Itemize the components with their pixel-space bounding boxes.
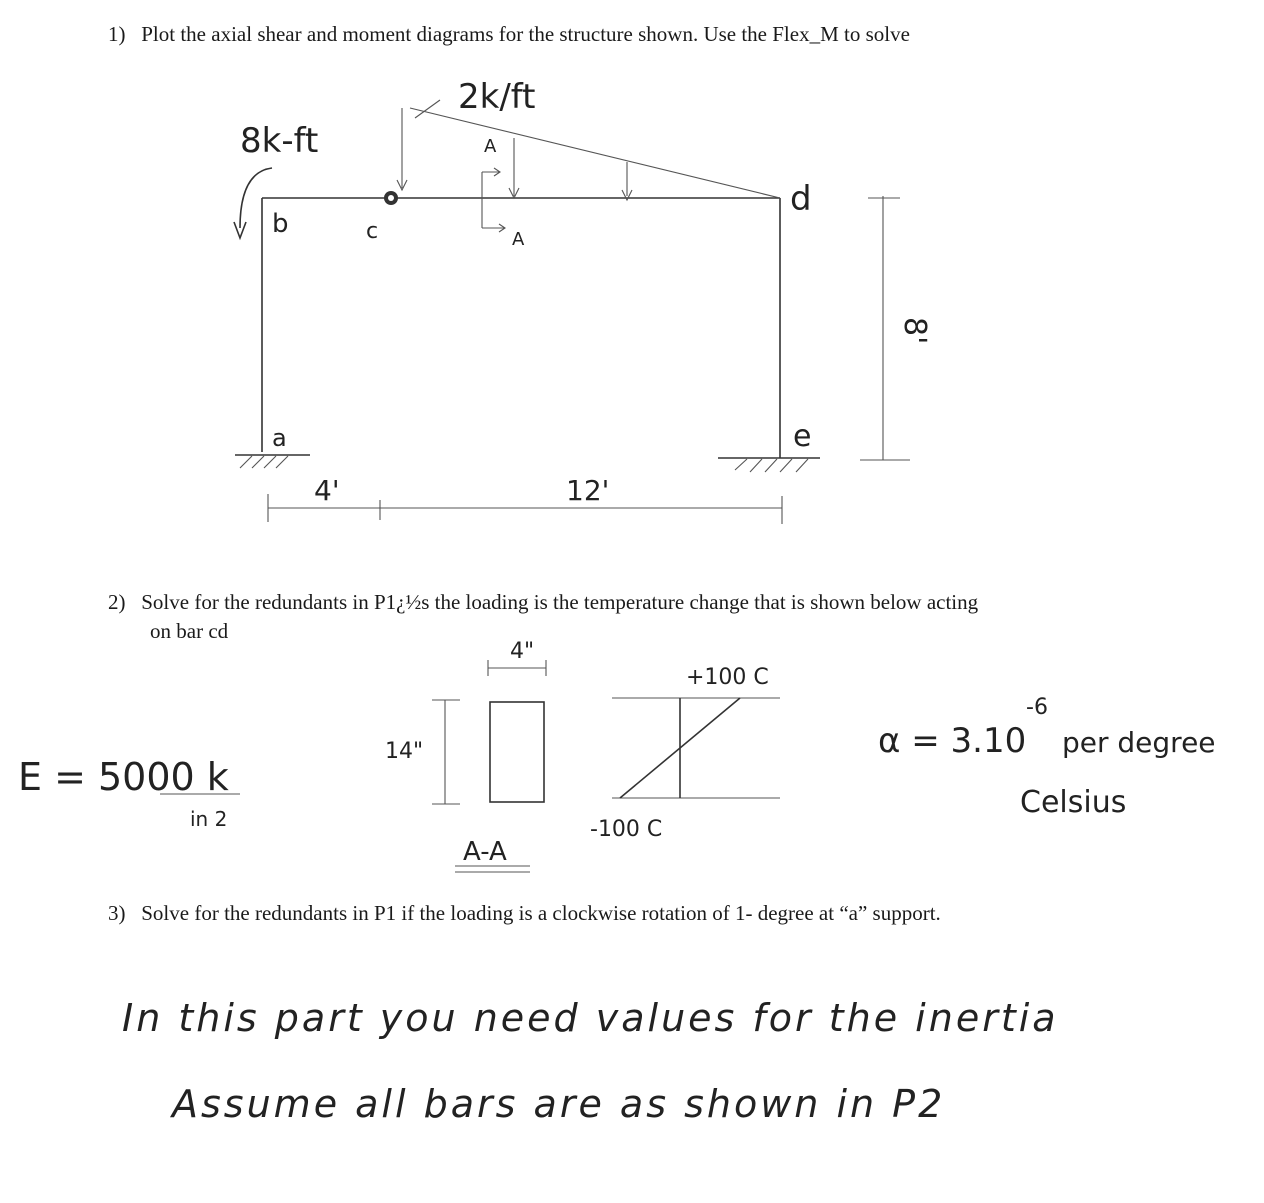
node-b: b xyxy=(272,209,289,239)
problem-1-number: 1) xyxy=(108,22,126,46)
top-temp: +100 C xyxy=(686,665,769,690)
depth-label: 14" xyxy=(385,739,424,764)
node-c: c xyxy=(366,219,379,244)
problem-2-number: 2) xyxy=(108,590,126,614)
cross-section xyxy=(490,702,544,802)
width-label: 4" xyxy=(510,639,535,664)
node-e: e xyxy=(793,419,812,454)
modulus-unit: in 2 xyxy=(190,807,228,831)
note-line-2: Assume all bars are as shown in P2 xyxy=(172,1082,946,1126)
node-d: d xyxy=(790,179,812,219)
problem-3 xyxy=(108,901,941,926)
moment-label: 8k-ft xyxy=(240,121,319,161)
modulus-label: E = 5000 k xyxy=(18,755,229,799)
alpha-unit-2: Celsius xyxy=(1020,785,1127,820)
node-a: a xyxy=(272,424,287,452)
section-mark-top: A xyxy=(484,136,497,157)
load-label: 2k/ft xyxy=(458,77,536,117)
dim-left: 4' xyxy=(314,474,340,507)
dim-height: 8' xyxy=(897,317,932,345)
section-mark-bottom: A xyxy=(512,229,525,250)
problem-1-text: Plot the axial shear and moment diagrams for the structure shown. Use the Flex_M to solve xyxy=(141,22,910,46)
dim-span: 12' xyxy=(566,474,610,507)
alpha-label: α = 3.10 xyxy=(878,721,1027,761)
alpha-exponent: -6 xyxy=(1026,695,1048,720)
problem-2-line2: on bar cd xyxy=(150,619,229,643)
note-line-1: In this part you need values for the inertia xyxy=(122,996,1059,1040)
problem-3-number: 3) xyxy=(108,901,126,925)
alpha-unit: per degree xyxy=(1062,726,1216,759)
bottom-temp: -100 C xyxy=(590,817,663,842)
section-label: A-A xyxy=(463,837,507,867)
problem-2-text: Solve for the redundants in P1¿½s the loading is the temperature change that is shown below acting xyxy=(141,590,979,614)
problem-3-text: Solve for the redundants in P1 if the loading is a clockwise rotation of 1- degree at “a” support. xyxy=(141,901,941,925)
